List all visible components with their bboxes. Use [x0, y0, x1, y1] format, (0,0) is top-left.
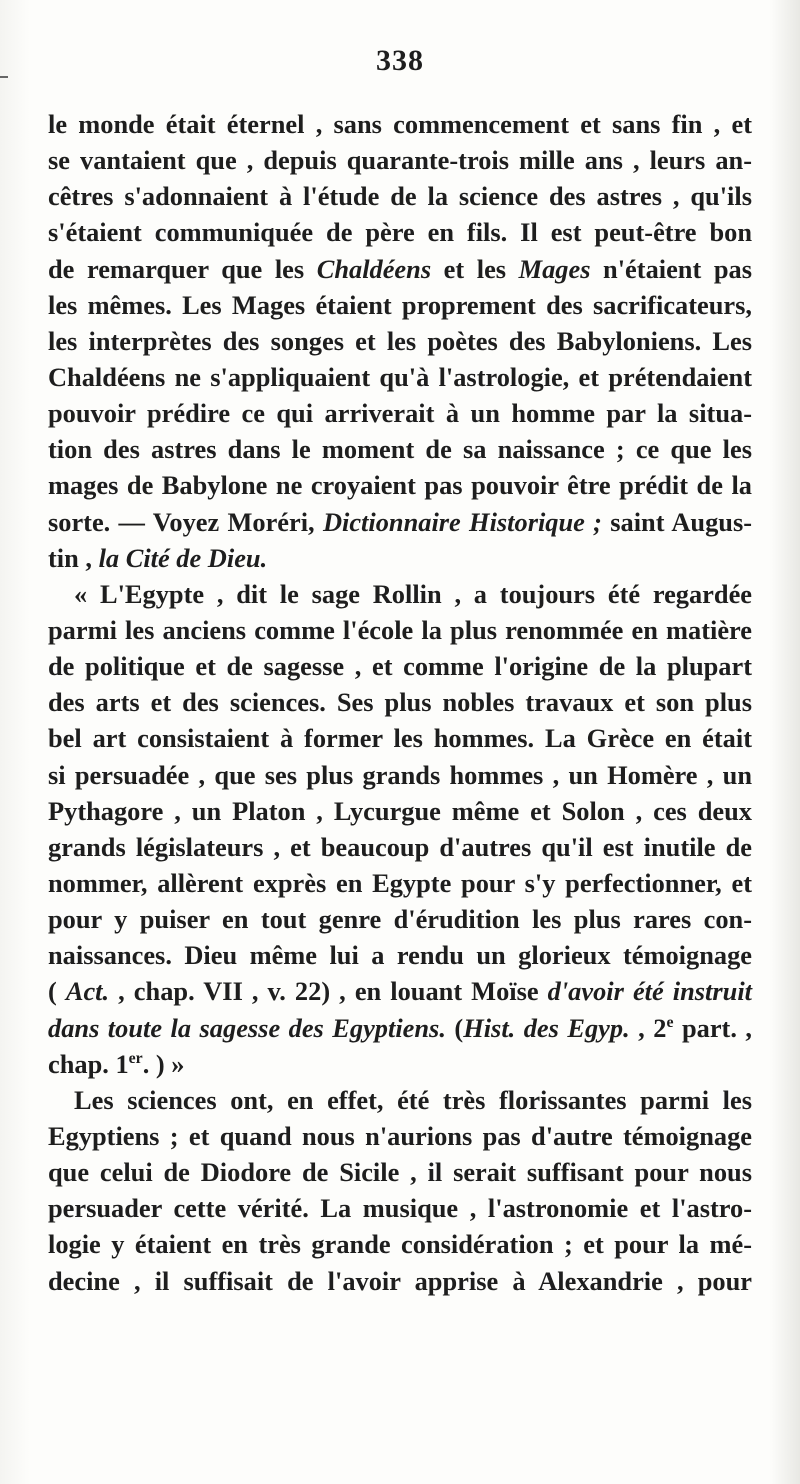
text-line	[48, 937, 752, 973]
text-line	[48, 576, 752, 612]
text-segment: le monde était éternel , sans commencement et sans fin , et	[48, 109, 752, 139]
text-segment: s'étaient communiquée de père en fils. Il est peut-être bon	[48, 217, 752, 248]
text-line	[48, 395, 752, 431]
text-segment: persuader cette vérité. La musique , l'astronomie et l'astro-	[48, 1193, 752, 1224]
text-segment: (	[445, 1012, 464, 1043]
text-segment: part. ,	[673, 1012, 752, 1043]
text-segment: se vantaient que , depuis quarante-trois mille ans , leurs an-	[48, 145, 752, 176]
text-segment: de remarquer que les	[48, 253, 317, 284]
text-line	[48, 1010, 752, 1046]
text-segment: et les	[431, 253, 519, 284]
text-line	[48, 504, 752, 540]
text-segment: tin ,	[48, 542, 99, 573]
text-segment: que celui de Diodore de Sicile , il serait suffisant pour nous	[48, 1157, 752, 1188]
text-segment: sorte. — Voyez Moréri,	[48, 506, 323, 537]
italic-text: dans toute la sagesse des Egyptiens.	[48, 1012, 446, 1043]
text-segment: , 2	[629, 1012, 667, 1043]
text-segment: Pythagore , un Platon , Lycurgue même et Solon , ces deux	[48, 795, 752, 826]
text-line	[48, 540, 752, 576]
text-line	[48, 431, 752, 467]
text-line	[48, 467, 752, 503]
italic-text: la Cité de Dieu.	[98, 542, 268, 573]
text-line	[48, 178, 752, 214]
text-line	[48, 757, 752, 793]
text-segment: Chaldéens ne s'appliquaient qu'à l'astrologie, et prétendaient	[48, 361, 752, 392]
text-line	[48, 359, 752, 395]
text-line	[48, 1082, 752, 1118]
text-line	[48, 1154, 752, 1190]
text-line	[48, 865, 752, 901]
text-line	[48, 829, 752, 865]
text-segment: pouvoir prédire ce qui arriverait à un homme par la situa-	[48, 398, 752, 429]
text-line	[48, 1118, 752, 1154]
text-line	[48, 901, 752, 937]
italic-text: Act.	[65, 976, 110, 1007]
text-segment: decine , il suffisait de l'avoir apprise à Alexandrie , pour	[48, 1265, 752, 1296]
text-line	[48, 1046, 752, 1082]
italic-text: Mages	[518, 253, 591, 284]
superscript: er	[128, 1049, 143, 1067]
text-segment: pour y puiser en tout genre d'érudition les plus rares con-	[48, 904, 752, 935]
page-number: 338	[376, 44, 424, 77]
text-segment: « L'Egypte , dit le sage Rollin , a toujours été regardée	[74, 578, 752, 609]
text-segment: les interprètes des songes et les poètes des Babyloniens. Les	[48, 325, 752, 356]
text-line	[48, 720, 752, 756]
text-line	[48, 287, 752, 323]
italic-text: Dictionnaire Historique ;	[322, 506, 602, 537]
text-line	[48, 1226, 752, 1262]
text-line	[48, 106, 752, 142]
body-text	[48, 106, 752, 1299]
text-segment: (	[48, 976, 66, 1007]
text-segment: , chap. VII , v. 22) , en louant Moïse	[109, 976, 548, 1007]
text-segment: . ) »	[142, 1048, 185, 1079]
text-segment: bel art consistaient à former les hommes. La Grèce en était	[48, 723, 752, 754]
text-segment: Les sciences ont, en effet, été très florissantes parmi les	[74, 1084, 752, 1115]
text-line	[48, 251, 752, 287]
text-segment: chap. 1	[48, 1048, 129, 1079]
text-segment: Egyptiens ; et quand nous n'aurions pas d'autre témoignage	[48, 1120, 752, 1151]
text-segment: cêtres s'adonnaient à l'étude de la science des astres , qu'ils	[48, 181, 752, 212]
text-segment: grands législateurs , et beaucoup d'autres qu'il est inutile de	[48, 831, 752, 862]
superscript: e	[666, 1013, 674, 1031]
text-line	[48, 973, 752, 1009]
text-line	[48, 214, 752, 250]
text-segment: mages de Babylone ne croyaient pas pouvoir être prédit de la	[48, 470, 752, 501]
text-segment: nommer, allèrent exprès en Egypte pour s'y perfectionner, et	[48, 867, 752, 898]
text-segment: logie y étaient en très grande considération ; et pour la mé-	[48, 1229, 752, 1260]
text-segment: les mêmes. Les Mages étaient proprement des sacrificateurs,	[48, 289, 752, 320]
text-line	[48, 793, 752, 829]
text-segment: des arts et des sciences. Ses plus nobles travaux et son plus	[48, 687, 752, 718]
text-line	[48, 612, 752, 648]
text-segment: saint Augus-	[601, 506, 752, 537]
text-segment: n'étaient pas	[590, 253, 752, 284]
italic-text: Hist. des Egyp.	[463, 1012, 630, 1043]
italic-text: d'avoir été instruit	[547, 976, 752, 1007]
text-segment: parmi les anciens comme l'école la plus renommée en matière	[48, 614, 752, 645]
text-line	[48, 1263, 752, 1299]
text-line	[48, 1190, 752, 1226]
text-line	[48, 323, 752, 359]
text-segment: tion des astres dans le moment de sa naissance ; ce que les	[48, 434, 752, 465]
text-line	[48, 684, 752, 720]
text-segment: de politique et de sagesse , et comme l'origine de la plupart	[48, 651, 752, 682]
text-segment: si persuadée , que ses plus grands hommes , un Homère , un	[48, 759, 752, 790]
italic-text: Chaldéens	[316, 253, 432, 284]
text-line	[48, 648, 752, 684]
text-segment: naissances. Dieu même lui a rendu un glorieux témoignage	[48, 940, 752, 971]
text-line	[48, 142, 752, 178]
